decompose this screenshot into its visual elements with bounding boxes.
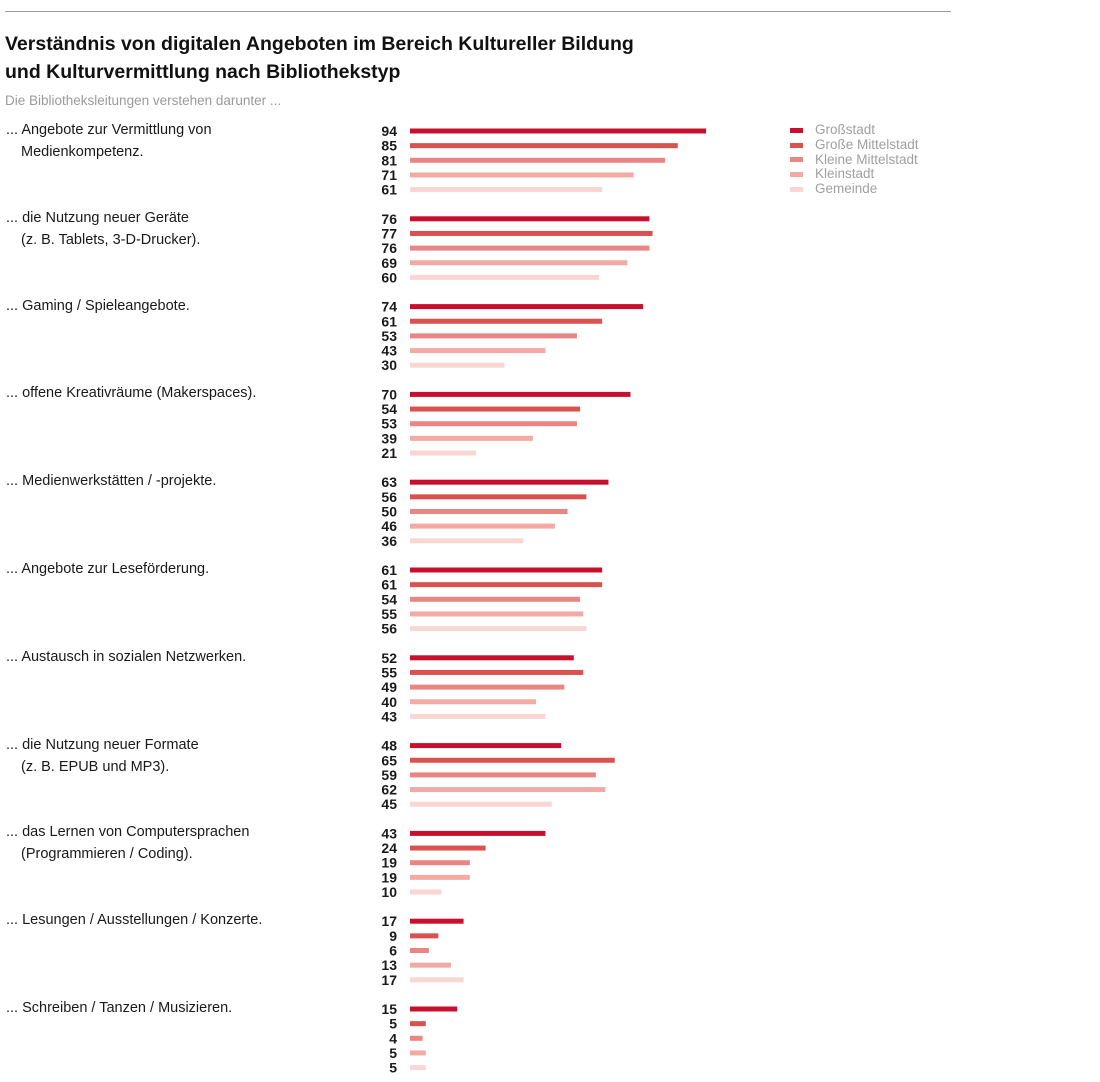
bar-value-label: 50 — [381, 503, 397, 520]
category-label-line: ... Schreiben / Tanzen / Musizieren. — [6, 1000, 233, 1016]
legend-swatch — [790, 187, 803, 192]
category-label-line: ... die Nutzung neuer Geräte — [6, 209, 189, 226]
bar — [410, 538, 523, 543]
bar — [410, 494, 586, 499]
bar-value-label: 65 — [381, 752, 397, 769]
bar-value-label: 46 — [381, 518, 397, 535]
bar-value-label: 81 — [381, 152, 397, 169]
category-label-line: ... Medienwerkstätten / -projekte. — [6, 473, 217, 490]
bar — [410, 246, 649, 251]
bar-value-label: 76 — [381, 210, 397, 227]
legend-label: Kleine Mittelstadt — [815, 151, 918, 167]
chart-title-line-2: und Kulturvermittlung nach Bibliothekstyp — [5, 61, 401, 83]
bar — [410, 919, 464, 924]
bar — [410, 524, 555, 529]
category-label — [6, 821, 336, 865]
bar — [410, 568, 602, 573]
category-label — [6, 734, 336, 778]
bar-value-label: 62 — [381, 781, 397, 798]
bar-value-label: 17 — [381, 971, 397, 988]
chart-title-line-1: Verständnis von digitalen Angeboten im Bereich Kultureller Bildung — [5, 33, 634, 55]
legend — [790, 123, 919, 196]
bar — [410, 333, 577, 338]
bar-value-label: 54 — [381, 401, 397, 418]
bar-value-label: 77 — [381, 225, 397, 242]
bar — [410, 787, 605, 792]
bar — [410, 890, 442, 895]
bar — [410, 304, 643, 309]
bar — [410, 948, 429, 953]
bar — [410, 1007, 457, 1012]
bar-value-label: 19 — [381, 854, 397, 871]
bar — [410, 655, 574, 660]
bar-value-label: 4 — [389, 1030, 397, 1047]
legend-swatch — [790, 143, 803, 148]
bar — [410, 260, 627, 265]
legend-label: Großstadt — [815, 122, 876, 138]
bar — [410, 933, 438, 938]
bar — [410, 129, 706, 134]
bar-value-label: 55 — [381, 664, 397, 681]
category-label-line: ... die Nutzung neuer Formate — [6, 736, 199, 753]
bar — [410, 860, 470, 865]
bar-value-label: 43 — [381, 708, 397, 725]
bar-value-label: 9 — [389, 927, 397, 944]
category-label — [6, 909, 336, 931]
bar — [410, 158, 665, 163]
bar — [410, 582, 602, 587]
category-label-line: ... das Lernen von Computersprachen — [6, 824, 250, 841]
bar-value-label: 71 — [381, 166, 397, 183]
legend-label: Gemeinde — [815, 181, 878, 197]
bar-value-label: 43 — [381, 825, 397, 842]
category-label — [6, 382, 336, 404]
category-label-line: ... Austausch in sozialen Netzwerken. — [6, 648, 247, 665]
category-label — [6, 997, 336, 1019]
category-label — [6, 119, 336, 163]
bar — [410, 831, 545, 836]
bar-value-label: 36 — [381, 532, 397, 549]
bar — [410, 611, 583, 616]
legend-item — [790, 167, 919, 182]
bar — [410, 216, 649, 221]
bar-value-label: 45 — [381, 796, 397, 813]
bar-value-label: 48 — [381, 737, 397, 754]
bar-value-label: 74 — [381, 298, 397, 315]
category-label-line: ... Lesungen / Ausstellungen / Konzerte. — [6, 912, 263, 929]
bar — [410, 963, 451, 968]
bar — [410, 846, 486, 851]
bar-value-label: 17 — [381, 913, 397, 930]
bar-value-label: 24 — [381, 840, 397, 857]
category-label — [6, 295, 336, 317]
category-label-line: Medienkompetenz. — [21, 144, 144, 160]
legend-swatch — [790, 172, 803, 177]
bar-value-label: 39 — [381, 430, 397, 447]
bar — [410, 392, 631, 397]
bar — [410, 977, 464, 982]
bar — [410, 626, 586, 631]
category-label-line: (z. B. Tablets, 3-D-Drucker). — [21, 231, 201, 248]
bar-value-label: 61 — [381, 313, 397, 330]
bar — [410, 685, 564, 690]
bar-value-label: 61 — [381, 576, 397, 593]
bar-value-label: 13 — [381, 957, 397, 974]
bar-value-label: 19 — [381, 869, 397, 886]
chart-subtitle: Die Bibliotheksleitungen verstehen darunter ... — [5, 93, 282, 108]
bar — [410, 1050, 426, 1055]
category-label-line: ... Angebote zur Vermittlung von — [6, 122, 212, 138]
bar — [410, 231, 653, 236]
bar — [410, 743, 561, 748]
bar — [410, 772, 596, 777]
bar — [410, 1065, 426, 1070]
bar-value-label: 55 — [381, 605, 397, 622]
bar-value-label: 53 — [381, 415, 397, 432]
bar — [410, 187, 602, 192]
bar — [410, 421, 577, 426]
bar-value-label: 53 — [381, 327, 397, 344]
bar — [410, 670, 583, 675]
bar — [410, 699, 536, 704]
legend-item — [790, 182, 919, 197]
bar-value-label: 40 — [381, 693, 397, 710]
bar-value-label: 61 — [381, 562, 397, 578]
bar-value-label: 15 — [381, 1001, 397, 1017]
category-label-line: ... offene Kreativräume (Makerspaces). — [6, 385, 257, 402]
legend-item — [790, 123, 919, 138]
bar-value-label: 94 — [381, 123, 397, 139]
bar — [410, 172, 634, 177]
bar-value-label: 30 — [381, 357, 397, 374]
bar-value-label: 56 — [381, 620, 397, 637]
bar — [410, 1021, 426, 1026]
bar-value-label: 63 — [381, 474, 397, 491]
category-label-line: ... Angebote zur Leseförderung. — [6, 561, 210, 577]
bar-value-label: 60 — [381, 269, 397, 286]
bar — [410, 1036, 423, 1041]
bar-value-label: 43 — [381, 342, 397, 359]
bar-value-label: 5 — [389, 1044, 397, 1061]
bar — [410, 480, 608, 485]
category-label — [6, 558, 336, 580]
bar-value-label: 76 — [381, 240, 397, 257]
bar-value-label: 49 — [381, 679, 397, 696]
legend-label: Kleinstadt — [815, 166, 875, 182]
bar — [410, 714, 545, 719]
bar-value-label: 52 — [381, 649, 397, 666]
bar-value-label: 59 — [381, 766, 397, 783]
bar-value-label: 5 — [389, 1059, 397, 1076]
bar — [410, 802, 552, 807]
bar — [410, 319, 602, 324]
bar-value-label: 21 — [381, 445, 397, 461]
bar — [410, 451, 476, 456]
bar — [410, 143, 678, 148]
bar — [410, 436, 533, 441]
category-label-line: (Programmieren / Coding). — [21, 846, 193, 863]
bar — [410, 597, 580, 602]
legend-swatch — [790, 157, 803, 162]
bar — [410, 875, 470, 880]
bar — [410, 509, 568, 514]
bar-value-label: 70 — [381, 386, 397, 403]
bar — [410, 407, 580, 412]
category-label — [6, 646, 336, 668]
legend-item — [790, 138, 919, 153]
legend-label: Große Mittelstadt — [815, 137, 919, 153]
bar-value-label: 54 — [381, 591, 397, 608]
bar-value-label: 5 — [389, 1015, 397, 1032]
category-label — [6, 470, 336, 492]
category-label-line: (z. B. EPUB und MP3). — [21, 758, 170, 775]
bar — [410, 758, 615, 763]
bar — [410, 275, 599, 280]
category-label-line: ... Gaming / Spieleangebote. — [6, 297, 190, 314]
category-label — [6, 207, 336, 251]
bar-value-label: 56 — [381, 488, 397, 505]
legend-item — [790, 152, 919, 167]
bar — [410, 348, 545, 353]
legend-swatch — [790, 128, 803, 133]
bar — [410, 363, 505, 368]
bar-value-label: 69 — [381, 254, 397, 271]
bar-value-label: 6 — [389, 942, 397, 959]
bar-value-label: 10 — [381, 884, 397, 900]
bar-value-label: 61 — [381, 181, 397, 198]
bar-value-label: 85 — [381, 137, 397, 154]
